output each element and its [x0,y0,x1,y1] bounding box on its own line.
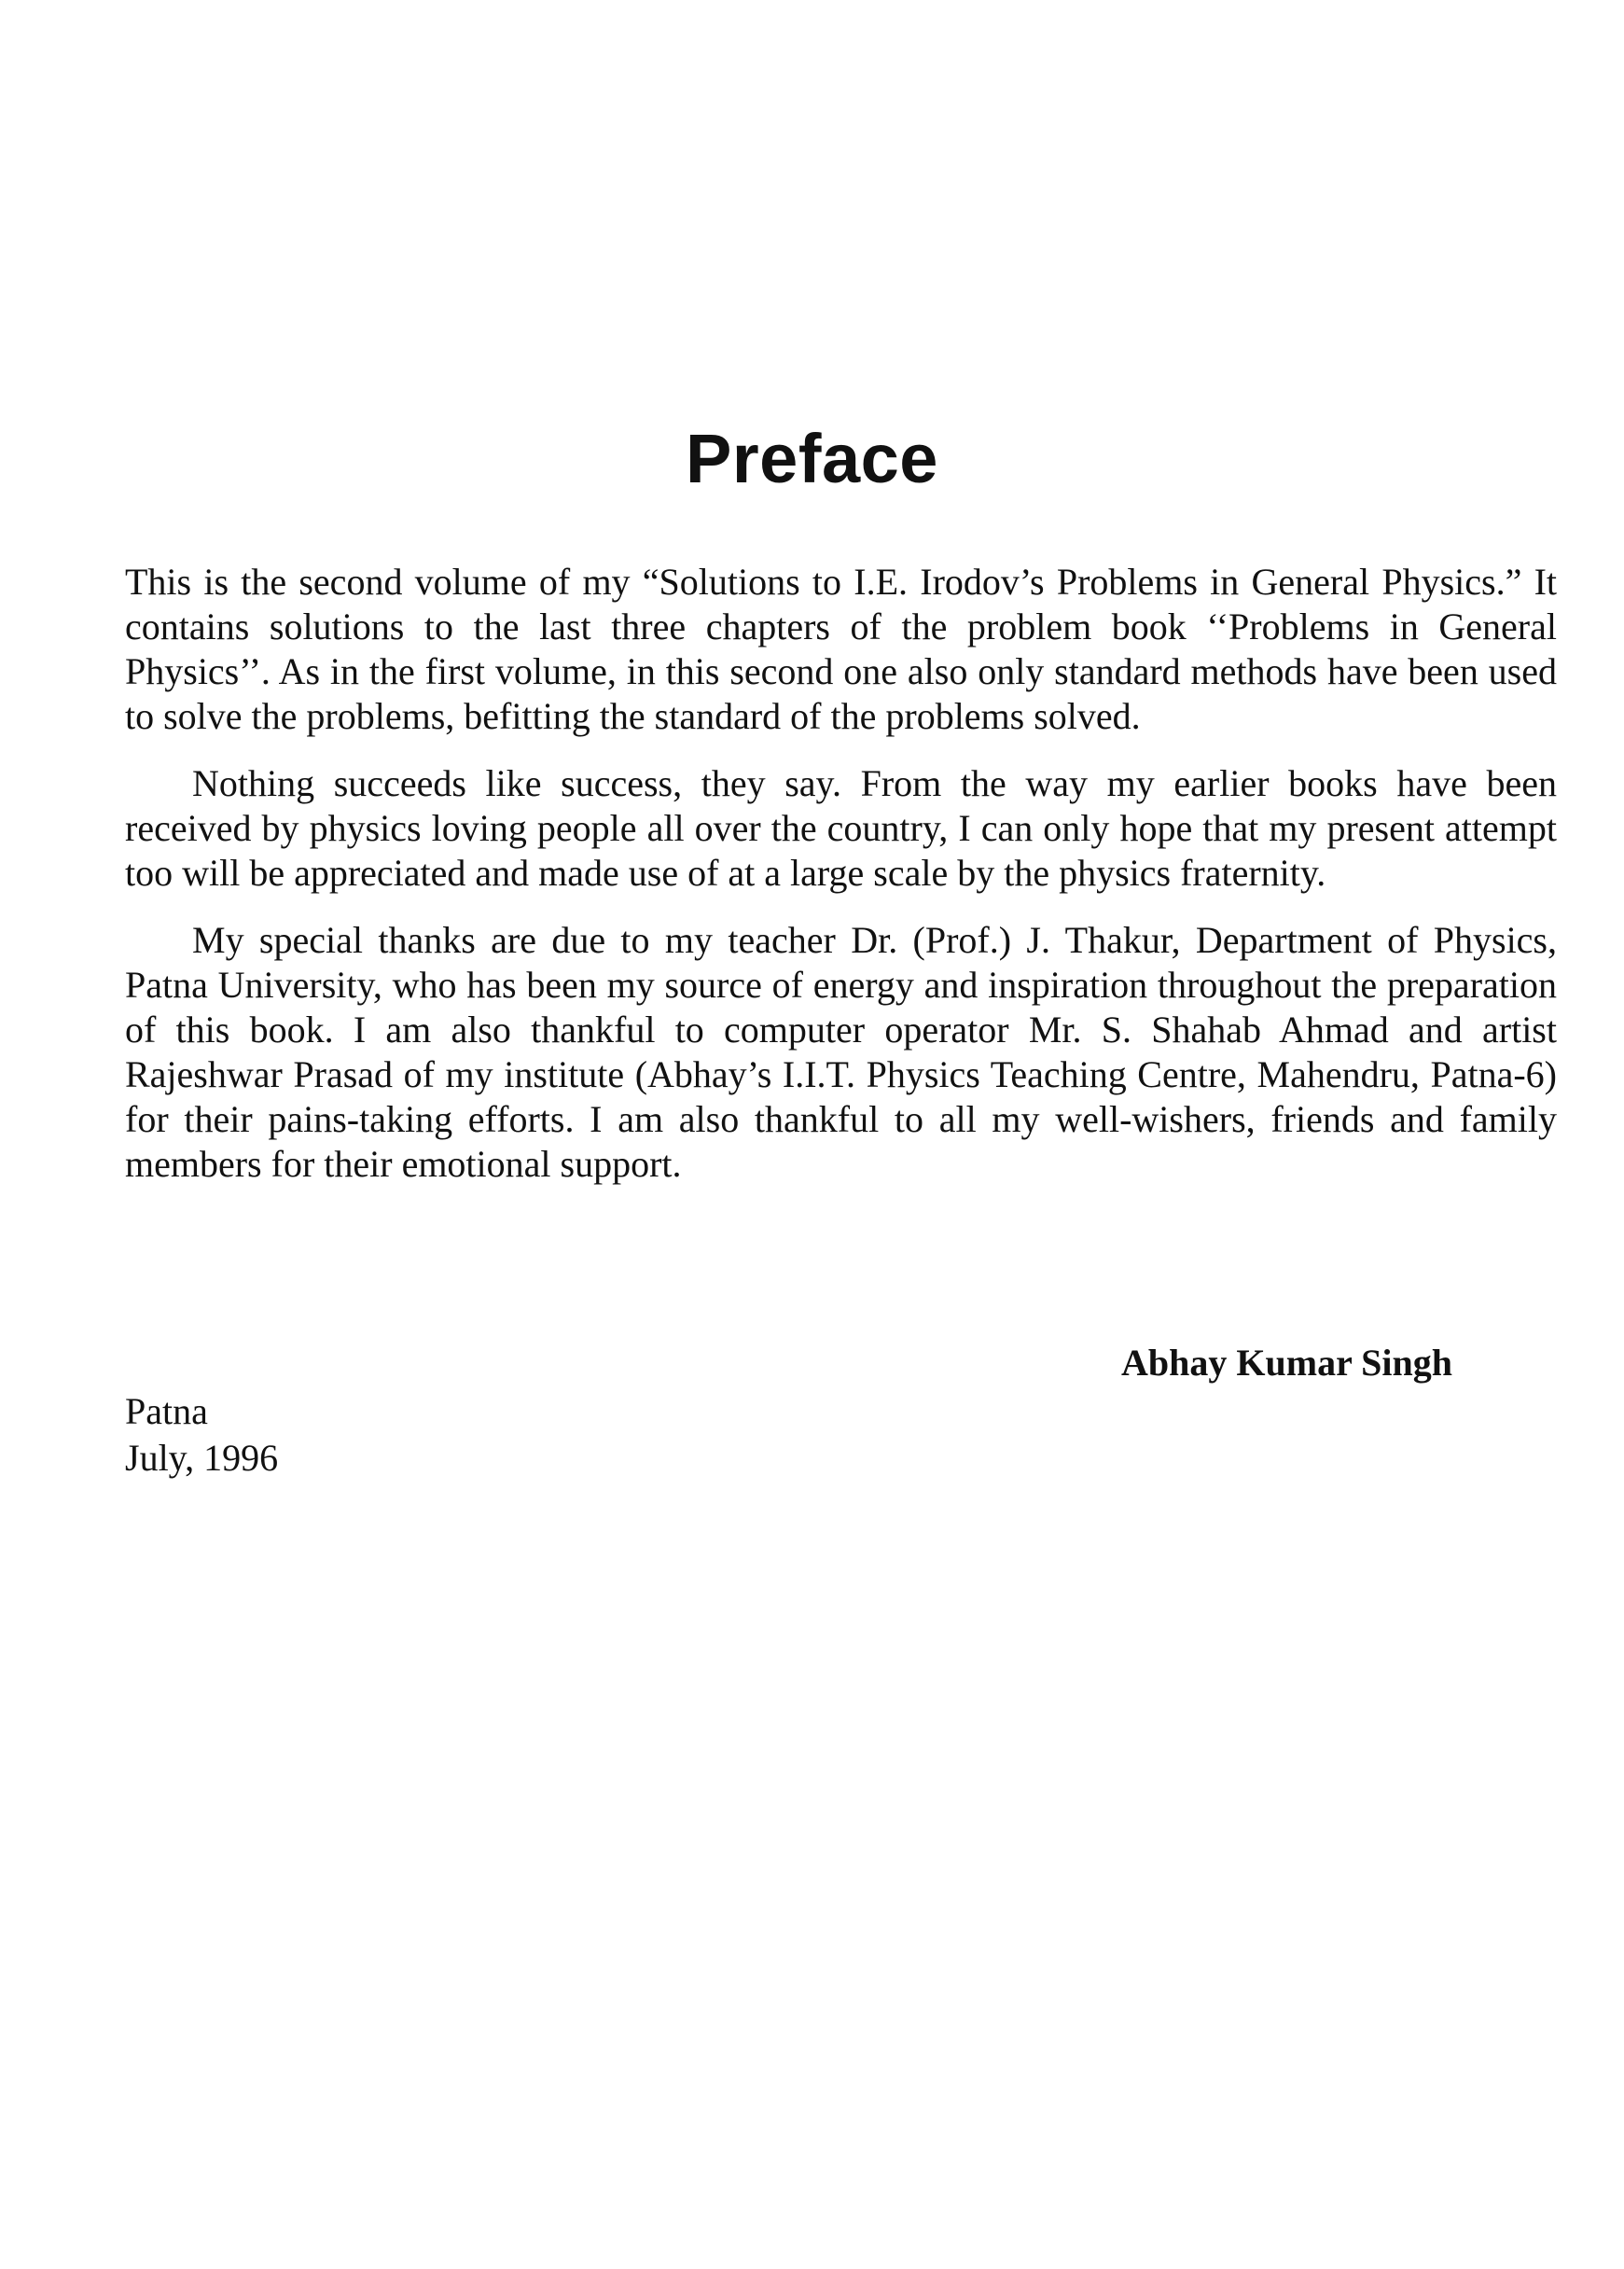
paragraph-3: My special thanks are due to my teacher Dr. (Prof.) J. Thakur, Department of Physics, Patna University, who has been my source of energy and inspiration throughout the preparation of this book. I am also thankful to computer operator Mr. S. Shahab Ahmad and artist Rajeshwar Prasad of my institute (Abhay’s I.I.T. Physics Teaching Centre, Mahendru, Patna-6) for their pains-taking efforts. I am also thankful to all my well-wishers, friends and family members for their emotional support. [125,919,1557,1185]
date-text: July, 1996 [125,1437,279,1479]
paragraph-1: This is the second volume of my “Solutions to I.E. Irodov’s Problems in General Physics.” It contains solutions to the last three chapters of the problem book ‘‘Problems in General Physics’’. As in the first volume, in this second one also only standard methods have been used to solve the problems, befitting the standard of the problems solved. [125,561,1557,737]
page-title: Preface [686,420,938,497]
place-text: Patna [125,1390,208,1432]
place-date-block [125,1388,278,1482]
paragraph-2: Nothing succeeds like success, they say. From the way my earlier books have been received by physics loving people all over the country, I can only hope that my present attempt too will be appreciated and made use of at a large scale by the physics fraternity. [125,762,1557,894]
author-signature: Abhay Kumar Singh [1121,1342,1452,1384]
preface-body [125,560,1557,1209]
